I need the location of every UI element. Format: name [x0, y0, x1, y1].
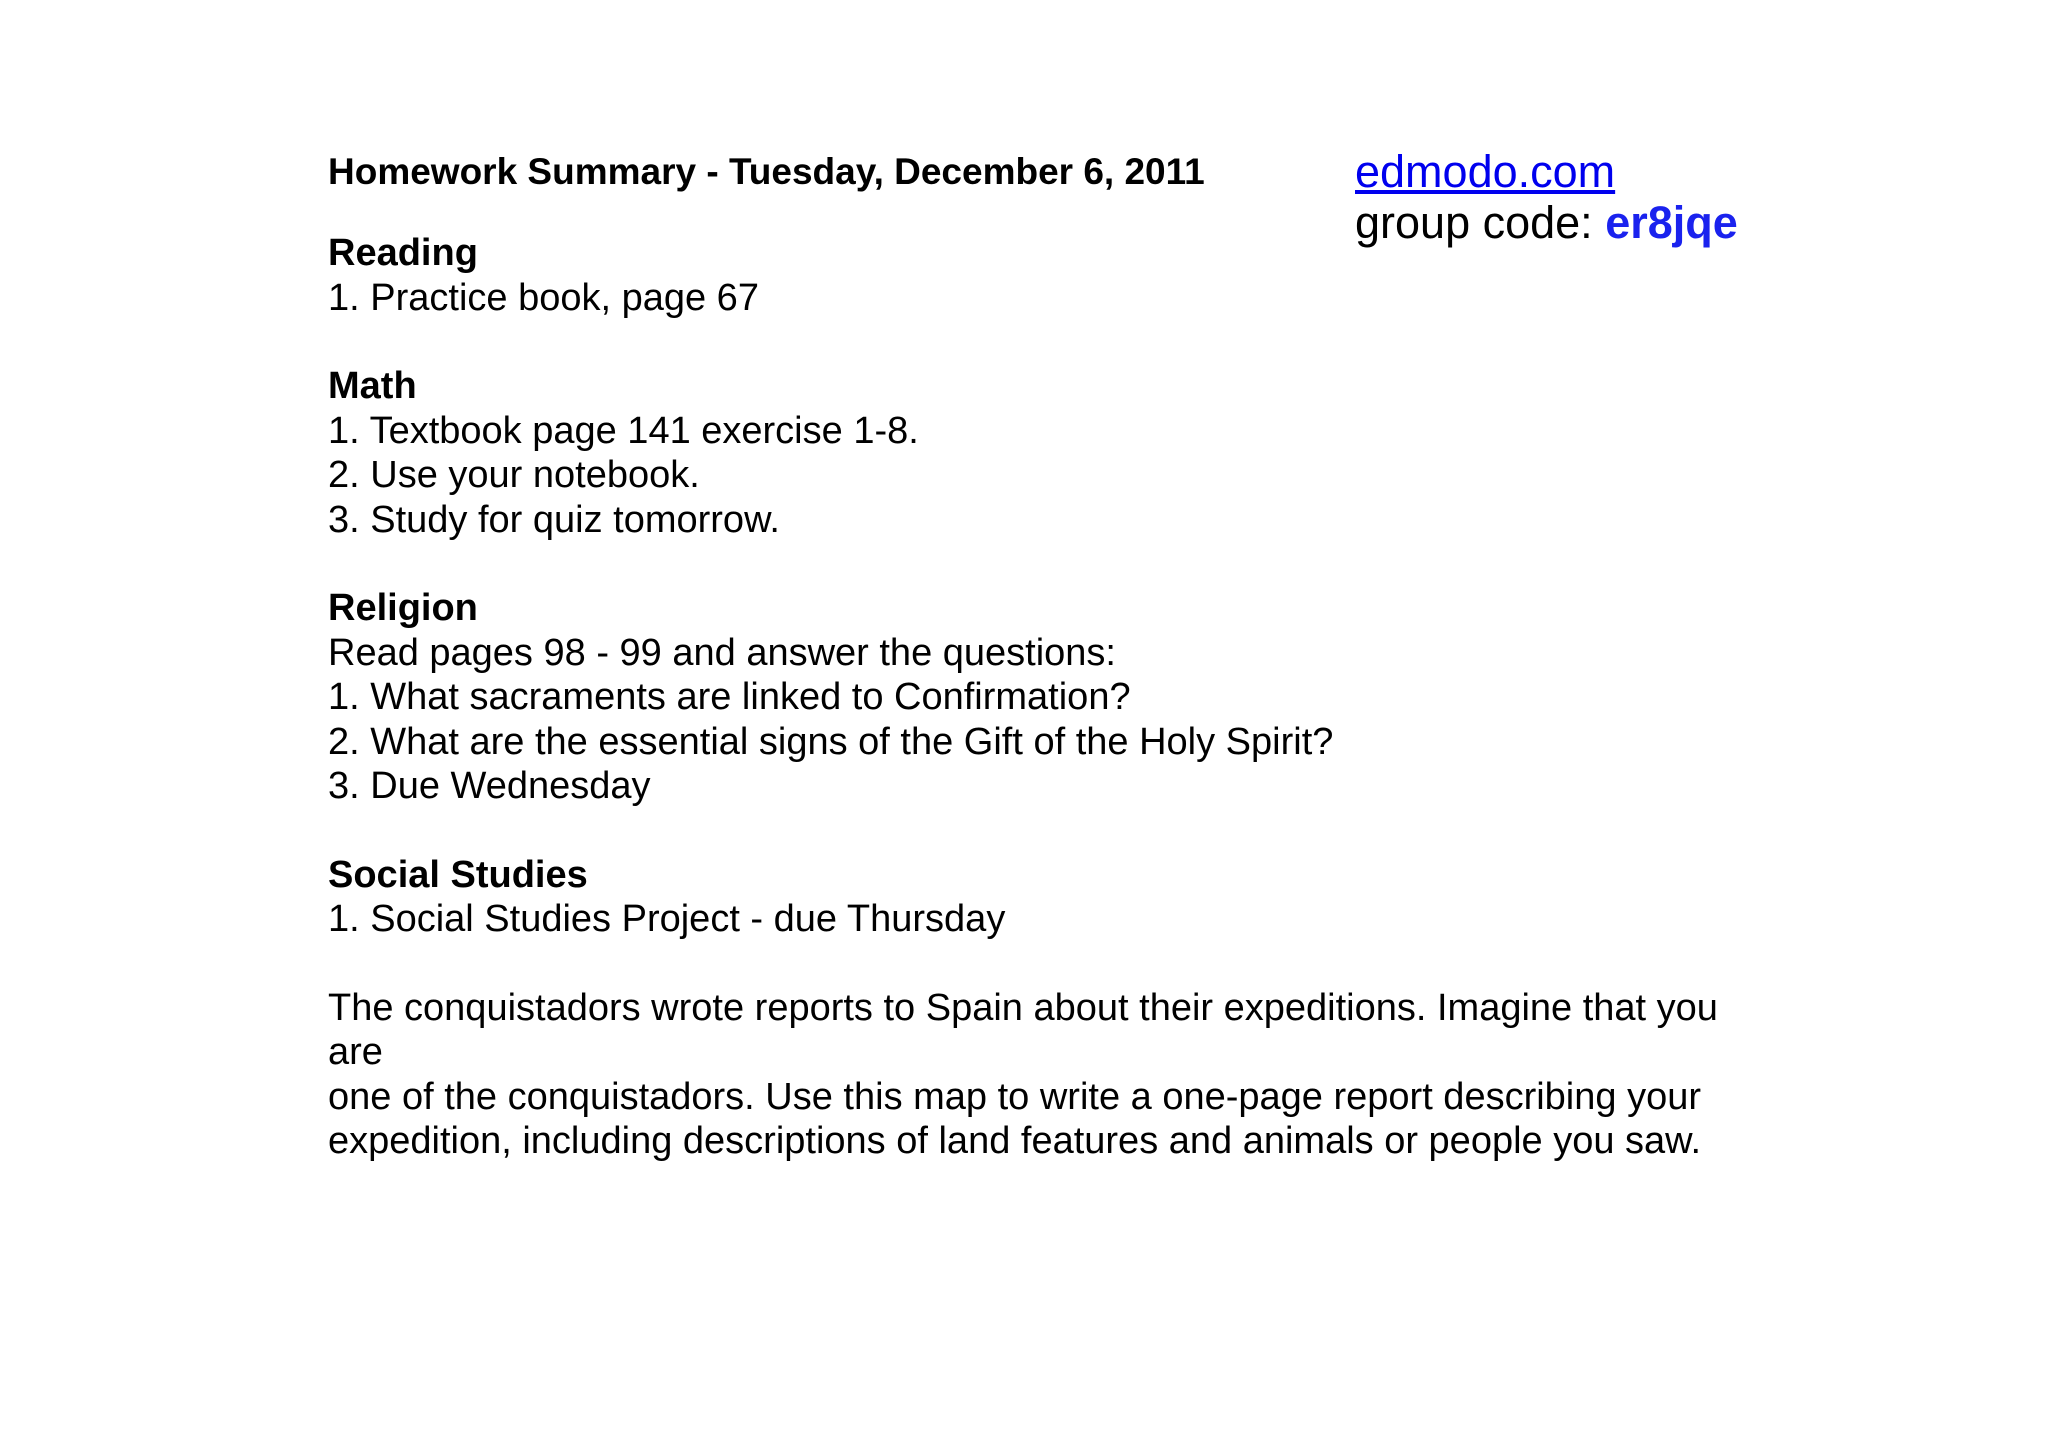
- religion-item: 2. What are the essential signs of the Gift of the Holy Spirit?: [328, 720, 1334, 763]
- religion-item: 1. What sacraments are linked to Confirmation?: [328, 676, 1131, 718]
- page-title: Homework Summary - Tuesday, December 6, 2011: [328, 151, 1205, 192]
- section-social-studies: [328, 853, 1768, 942]
- edmodo-link[interactable]: edmodo.com: [1355, 146, 1616, 197]
- group-code-line: [1355, 197, 1738, 248]
- section-heading-math: Math: [328, 365, 417, 407]
- group-code-label: group code:: [1355, 197, 1606, 248]
- paragraph-line: one of the conquistadors. Use this map to write a one-page report describing your: [328, 1075, 1701, 1118]
- math-item: 2. Use your notebook.: [328, 454, 700, 496]
- class-info: [1355, 146, 1738, 248]
- section-heading-social-studies: Social Studies: [328, 853, 588, 896]
- homework-content: [328, 146, 1768, 1164]
- math-item: 1. Textbook page 141 exercise 1-8.: [328, 409, 919, 452]
- section-math: [328, 364, 1768, 542]
- assignment-paragraph: [328, 986, 1768, 1164]
- paragraph-line: The conquistadors wrote reports to Spain about their expeditions. Imagine that you are: [328, 986, 1718, 1073]
- section-heading-reading: Reading: [328, 232, 478, 274]
- group-code-value: er8jqe: [1605, 197, 1738, 248]
- paragraph-line: expedition, including descriptions of land features and animals or people you saw.: [328, 1120, 1702, 1162]
- social-studies-item: 1. Social Studies Project - due Thursday: [328, 898, 1006, 940]
- section-heading-religion: Religion: [328, 587, 478, 629]
- math-item: 3. Study for quiz tomorrow.: [328, 498, 780, 541]
- section-religion: [328, 586, 1768, 809]
- religion-item: 3. Due Wednesday: [328, 765, 651, 807]
- reading-item: 1. Practice book, page 67: [328, 276, 759, 319]
- religion-intro: Read pages 98 - 99 and answer the questions:: [328, 631, 1116, 674]
